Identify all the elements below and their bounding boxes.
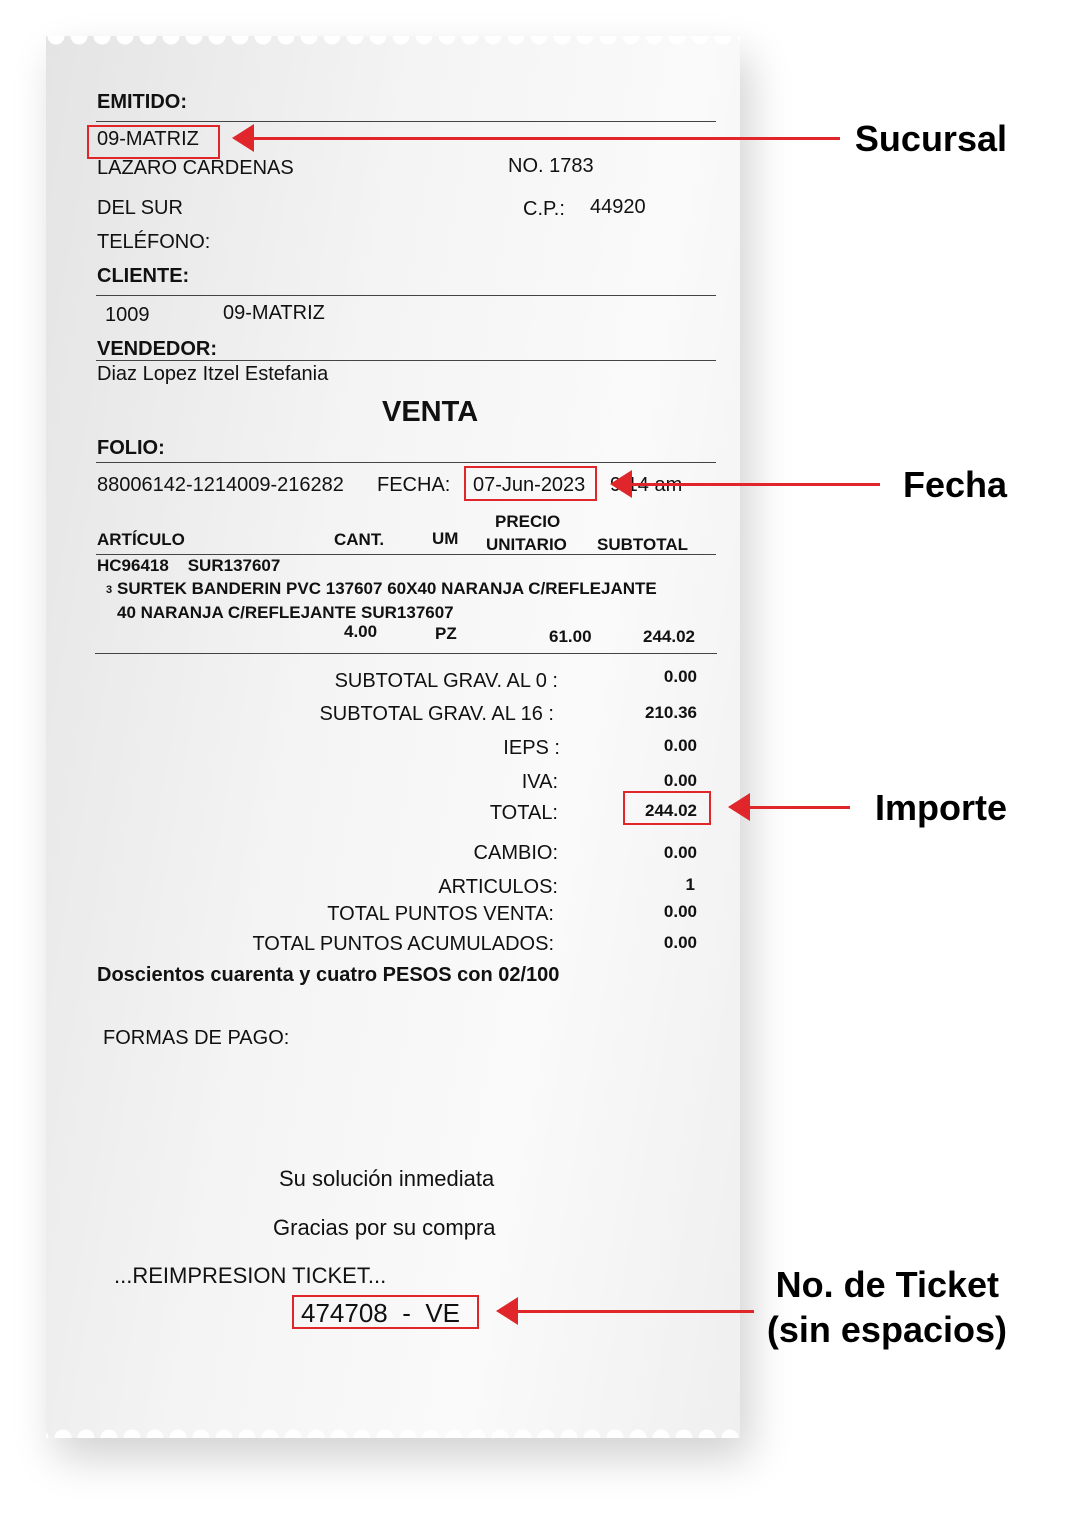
total-value: 0.00 — [663, 667, 697, 686]
cp-label: C.P.: — [523, 198, 565, 220]
colonia: DEL SUR — [97, 197, 183, 219]
total-label: SUBTOTAL GRAV. AL 16 : — [319, 703, 554, 725]
divider — [96, 295, 716, 296]
street: LAZARO CARDENAS — [97, 157, 294, 179]
col-unitario: UNITARIO — [486, 535, 567, 554]
annotation-fecha: Fecha — [902, 464, 1007, 505]
col-cant: CANT. — [334, 530, 385, 549]
divider — [95, 653, 717, 654]
divider — [96, 554, 716, 555]
divider — [96, 462, 716, 463]
cliente-label: CLIENTE: — [97, 265, 190, 287]
ticket-highlight-box — [292, 1295, 479, 1329]
sucursal: 09-MATRIZ — [97, 128, 199, 150]
item-um: PZ — [435, 624, 457, 643]
telefono-label: TELÉFONO: — [97, 231, 211, 253]
total-label: CAMBIO: — [473, 842, 558, 864]
fecha-label: FECHA: — [377, 474, 451, 496]
col-um: UM — [432, 529, 459, 548]
col-precio: PRECIO — [495, 512, 561, 531]
annotation-sucursal: Sucursal — [854, 118, 1007, 159]
slogan: Su solución inmediata — [279, 1166, 495, 1191]
total-value: 0.00 — [663, 843, 697, 862]
item-subtotal: 244.02 — [643, 627, 695, 646]
importe-arrow-icon — [746, 806, 850, 809]
receipt-title: VENTA — [382, 396, 479, 428]
ticket-number: 474708 - VE — [301, 1298, 460, 1328]
cp: 44920 — [590, 196, 646, 218]
annotation-ticket-2: (sin espacios) — [766, 1309, 1007, 1350]
total-value: 210.36 — [645, 703, 697, 722]
sucursal-highlight-box — [87, 125, 220, 159]
item-codes: HC96418 SUR137607 — [97, 556, 281, 575]
vendedor-label: VENDEDOR: — [97, 338, 218, 360]
annotation-ticket-1: No. de Ticket — [775, 1264, 999, 1305]
total-value: 0.00 — [663, 771, 697, 790]
emitido-label: EMITIDO: — [97, 91, 187, 113]
total-label: ARTICULOS: — [438, 876, 558, 898]
total-value: 0.00 — [663, 933, 697, 952]
total-label: SUBTOTAL GRAV. AL 0 : — [334, 670, 558, 692]
item-desc-1: SURTEK BANDERIN PVC 137607 60X40 NARANJA C/REFLEJANTE — [117, 579, 657, 598]
total-value: 1 — [685, 875, 695, 894]
total-value: 0.00 — [663, 902, 697, 921]
reprint-label: ...REIMPRESION TICKET... — [114, 1263, 387, 1288]
vendedor-name: Diaz Lopez Itzel Estefania — [97, 363, 329, 385]
formas-pago-label: FORMAS DE PAGO: — [103, 1027, 290, 1049]
thanks: Gracias por su compra — [273, 1215, 496, 1240]
total-value: 0.00 — [663, 736, 697, 755]
col-subtotal: SUBTOTAL — [597, 535, 688, 554]
ticket-arrow-icon — [514, 1310, 754, 1313]
sucursal-arrow-icon — [250, 137, 840, 140]
divider — [96, 121, 716, 122]
item-cant: 4.00 — [344, 622, 378, 641]
amount-in-words: Doscientos cuarenta y cuatro PESOS con 02/100 — [97, 964, 560, 986]
item-desc-2: 40 NARANJA C/REFLEJANTE SUR137607 — [117, 603, 454, 622]
total-label: TOTAL PUNTOS VENTA: — [327, 903, 554, 925]
item-qty-small: 3 — [106, 584, 113, 596]
annotation-importe: Importe — [874, 787, 1007, 828]
fecha-value: 07-Jun-2023 — [473, 474, 586, 496]
total-label: TOTAL PUNTOS ACUMULADOS: — [252, 933, 554, 955]
total-label: IEPS : — [503, 737, 560, 759]
fecha-highlight-box — [464, 466, 597, 501]
total-value: 244.02 — [645, 801, 697, 820]
folio-value: 88006142-1214009-216282 — [97, 474, 344, 496]
cliente-name: 09-MATRIZ — [223, 302, 325, 324]
item-precio: 61.00 — [549, 627, 592, 646]
total-label: IVA: — [521, 771, 558, 793]
col-articulo: ARTÍCULO — [97, 530, 185, 549]
divider — [96, 360, 716, 361]
cliente-id: 1009 — [105, 304, 150, 326]
importe-highlight-box — [623, 791, 711, 825]
street-number: NO. 1783 — [508, 155, 594, 177]
folio-label: FOLIO: — [97, 437, 165, 459]
fecha-arrow-icon — [628, 483, 880, 486]
total-label: TOTAL: — [489, 802, 558, 824]
